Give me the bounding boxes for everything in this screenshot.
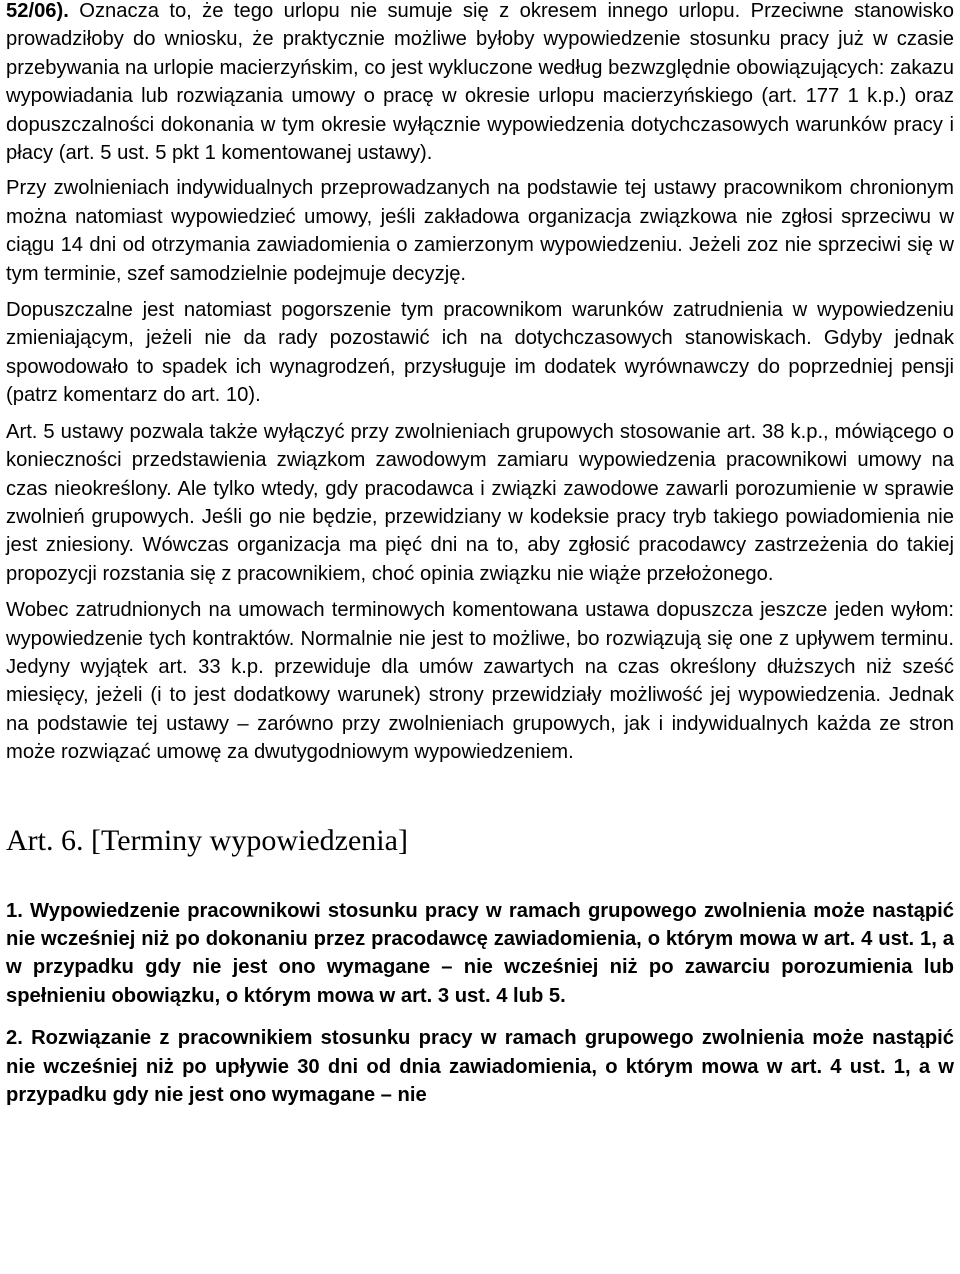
- continuation-lead: 52/06).: [6, 0, 69, 22]
- body-paragraph: Wobec zatrudnionych na umowach terminowych komentowana ustawa dopuszcza jeszcze jeden wyłom: wypowiedzenie tych kontraktów. Normalnie nie jest to możliwe, bo rozwiązują się one z upływem terminu. Jedyny wyjątek art. 33 k.p. przewiduje dla umów zawartych na czas określony dłuższych niż sześć miesięcy, jeżeli (i to jest dodatkowy warunek) strony przewidziały możliwość jej wypowiedzenia. Jednak na podstawie tej ustawy – zarówno przy zwolnieniach grupowych, jak i indywidualnych każda ze stron może rozwiązać umowę za dwutygodniowym wypowiedzeniem.: [6, 599, 954, 764]
- body-paragraph: Art. 5 ustawy pozwala także wyłączyć przy zwolnieniach grupowych stosowanie art. 38 k.p., mówiącego o konieczności przedstawienia związkom zawodowym zamiaru wypowiedzenia pracownikowi umowy na czas nieokreślony. Ale tylko wtedy, gdy pracodawca i związki zawodowe zawarli porozumienie w sprawie zwolnień grupowych. Jeśli go nie będzie, przewidziany w kodeksie pracy tryb takiego powiadomienia nie jest zniesiony. Wówczas organizacja ma pięć dni na to, aby zgłosić pracodawcy zastrzeżenia do takiej propozycji rozstania się z pracownikiem, choć opinia związku nie wiąże przełożonego.: [6, 420, 954, 585]
- article-heading: Art. 6. [Terminy wypowiedzenia]: [6, 823, 408, 857]
- provision-paragraph: 1. Wypowiedzenie pracownikowi stosunku pracy w ramach grupowego zwolnienia może nastąpić nie wcześniej niż po dokonaniu przez pracodawcę zawiadomienia, o którym mowa w art. 4 ust. 1, a w przypadku gdy nie jest ono wymagane – nie wcześniej niż po zawarciu porozumienia lub spełnieniu obowiązku, o którym mowa w art. 3 ust. 4 lub 5.: [6, 899, 954, 1007]
- continuation-text: Oznacza to, że tego urlopu nie sumuje się z okresem innego urlopu. Przeciwne stanowisko prowadziłoby do wniosku, że praktycznie możliwe byłoby wypowiedzenie stosunku pracy już w czasie przebywania na urlopie macierzyńskim, co jest wykluczone według bezwzględnie obowiązujących: zakazu wypowiadania lub rozwiązania umowy o pracę w okresie urlopu macierzyńskiego (art. 177 1 k.p.) oraz dopuszczalności dokonania w tym okresie wyłącznie wypowiedzenia dotychczasowych warunków pracy i płacy (art. 5 ust. 5 pkt 1 komentowanej ustawy).: [6, 0, 954, 165]
- body-paragraph: Dopuszczalne jest natomiast pogorszenie tym pracownikom warunków zatrudnienia w wypowiedzeniu zmieniającym, jeżeli nie da rady pozostawić ich na dotychczasowych stanowiskach. Gdyby jednak spowodowało to spadek ich wynagrodzeń, przysługuje im dodatek wyrównawczy do poprzedniej pensji (patrz komentarz do art. 10).: [6, 299, 954, 407]
- continuation-paragraph: [6, 0, 954, 167]
- body-paragraph: Przy zwolnieniach indywidualnych przeprowadzanych na podstawie tej ustawy pracownikom chronionym można natomiast wypowiedzieć umowy, jeśli zakładowa organizacja związkowa nie zgłosi sprzeciwu w ciągu 14 dni od otrzymania zawiadomienia o zamierzonym wypowiedzeniu. Jeżeli zoz nie sprzeciwi się w tym terminie, szef samodzielnie podejmuje decyzję.: [6, 177, 954, 285]
- provision-paragraph: 2. Rozwiązanie z pracownikiem stosunku pracy w ramach grupowego zwolnienia może nastąpić nie wcześniej niż po upływie 30 dni od dnia zawiadomienia, o którym mowa w art. 4 ust. 1, a w przypadku gdy nie jest ono wymagane – nie: [6, 1027, 954, 1106]
- document-page: [6, 0, 954, 1123]
